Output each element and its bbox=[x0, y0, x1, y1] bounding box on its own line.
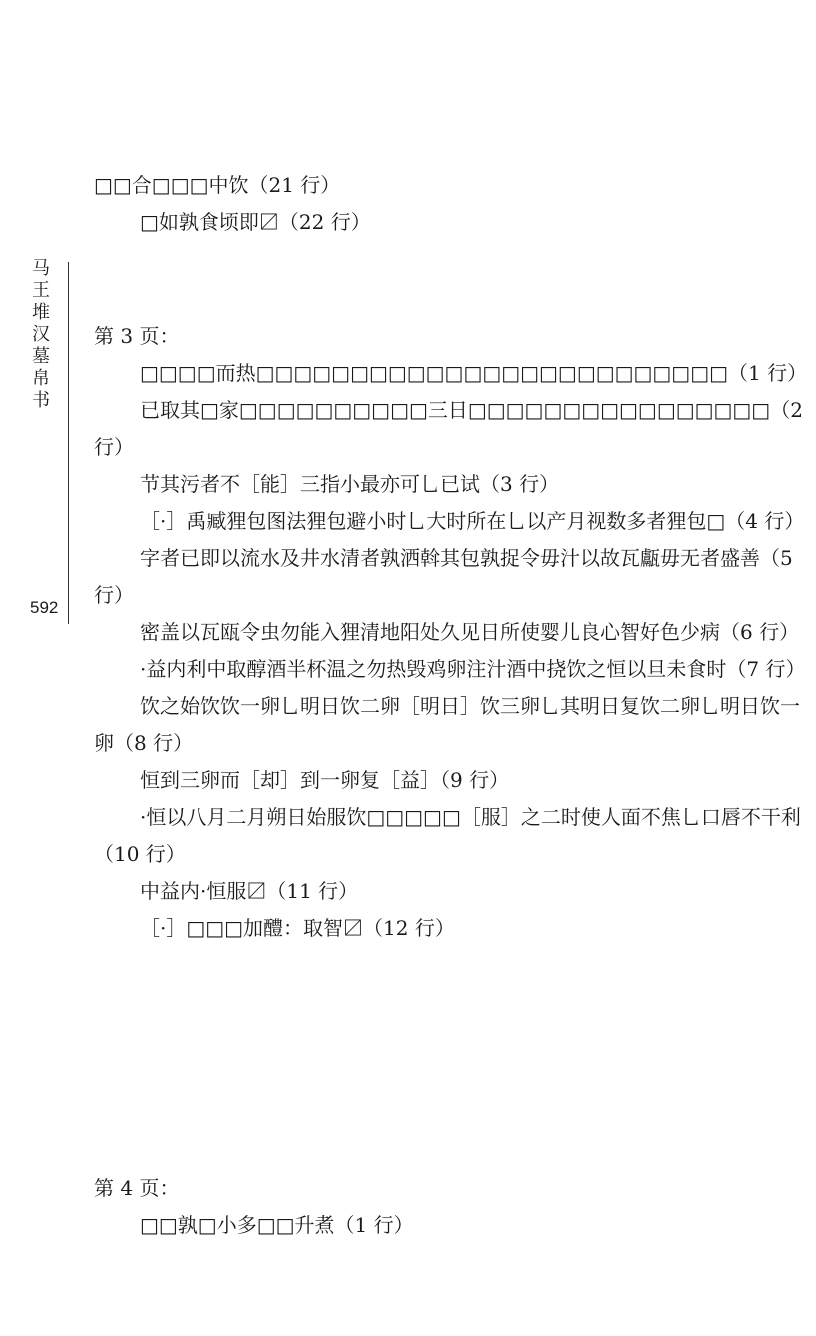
section-heading: 第 3 页： bbox=[94, 324, 180, 348]
text-line: □□合□□□中饮（21 行） bbox=[94, 173, 341, 197]
title-char: 堆 bbox=[32, 302, 50, 323]
text-line: 密盖以瓦瓯令虫勿能入狸清地阳处久见日所使婴儿良心智好色少病（6 行） bbox=[140, 620, 800, 644]
text-line: ［·］禹臧狸包图法狸包避小时乚大时所在乚以产月视数多者狸包□（4 行） bbox=[140, 509, 805, 533]
text-line: ［·］□□□加醴：取智〼（12 行） bbox=[140, 916, 455, 940]
title-char: 墓 bbox=[32, 346, 50, 367]
book-title-vertical bbox=[28, 258, 54, 412]
title-char: 汉 bbox=[32, 324, 50, 345]
title-char: 王 bbox=[32, 280, 50, 301]
title-char: 马 bbox=[32, 258, 50, 279]
text-line: □□孰□小多□□升煮（1 行） bbox=[140, 1213, 414, 1237]
page-number: 592 bbox=[30, 598, 59, 617]
text-line: ·恒以八月二月朔日始服饮□□□□□［服］之二时使人面不焦乚口唇不干利（10 行） bbox=[94, 805, 801, 866]
text-line: 已取其□家□□□□□□□□□□三日□□□□□□□□□□□□□□□□（2 行） bbox=[94, 398, 803, 459]
text-line: 节其污者不［能］三指小最亦可乚已试（3 行） bbox=[140, 472, 560, 496]
continued-lines bbox=[94, 167, 810, 241]
text-line: 中益内·恒服〼（11 行） bbox=[140, 879, 359, 903]
section-page-4 bbox=[94, 1170, 810, 1244]
title-char: 帛 bbox=[32, 368, 50, 389]
text-line: ·益内利中取醇酒半杯温之勿热毁鸡卵注汁酒中挠饮之恒以旦未食时（7 行） bbox=[140, 657, 806, 681]
text-line: □如孰食顷即〼（22 行） bbox=[140, 210, 371, 234]
text-line: 恒到三卵而［却］到一卵复［益］（9 行） bbox=[140, 768, 510, 792]
section-page-3 bbox=[94, 318, 810, 947]
text-line: □□□□而热□□□□□□□□□□□□□□□□□□□□□□□□□（1 行） bbox=[140, 361, 808, 385]
text-line: 字者已即以流水及井水清者孰洒斡其包孰捉令毋汁以故瓦甗毋无者盛善（5 行） bbox=[94, 546, 793, 607]
margin-rule bbox=[68, 262, 69, 624]
text-line: 饮之始饮饮一卵乚明日饮二卵［明日］饮三卵乚其明日复饮二卵乚明日饮一卵（8 行） bbox=[94, 694, 800, 755]
title-char: 书 bbox=[32, 390, 50, 411]
section-heading: 第 4 页： bbox=[94, 1176, 180, 1200]
